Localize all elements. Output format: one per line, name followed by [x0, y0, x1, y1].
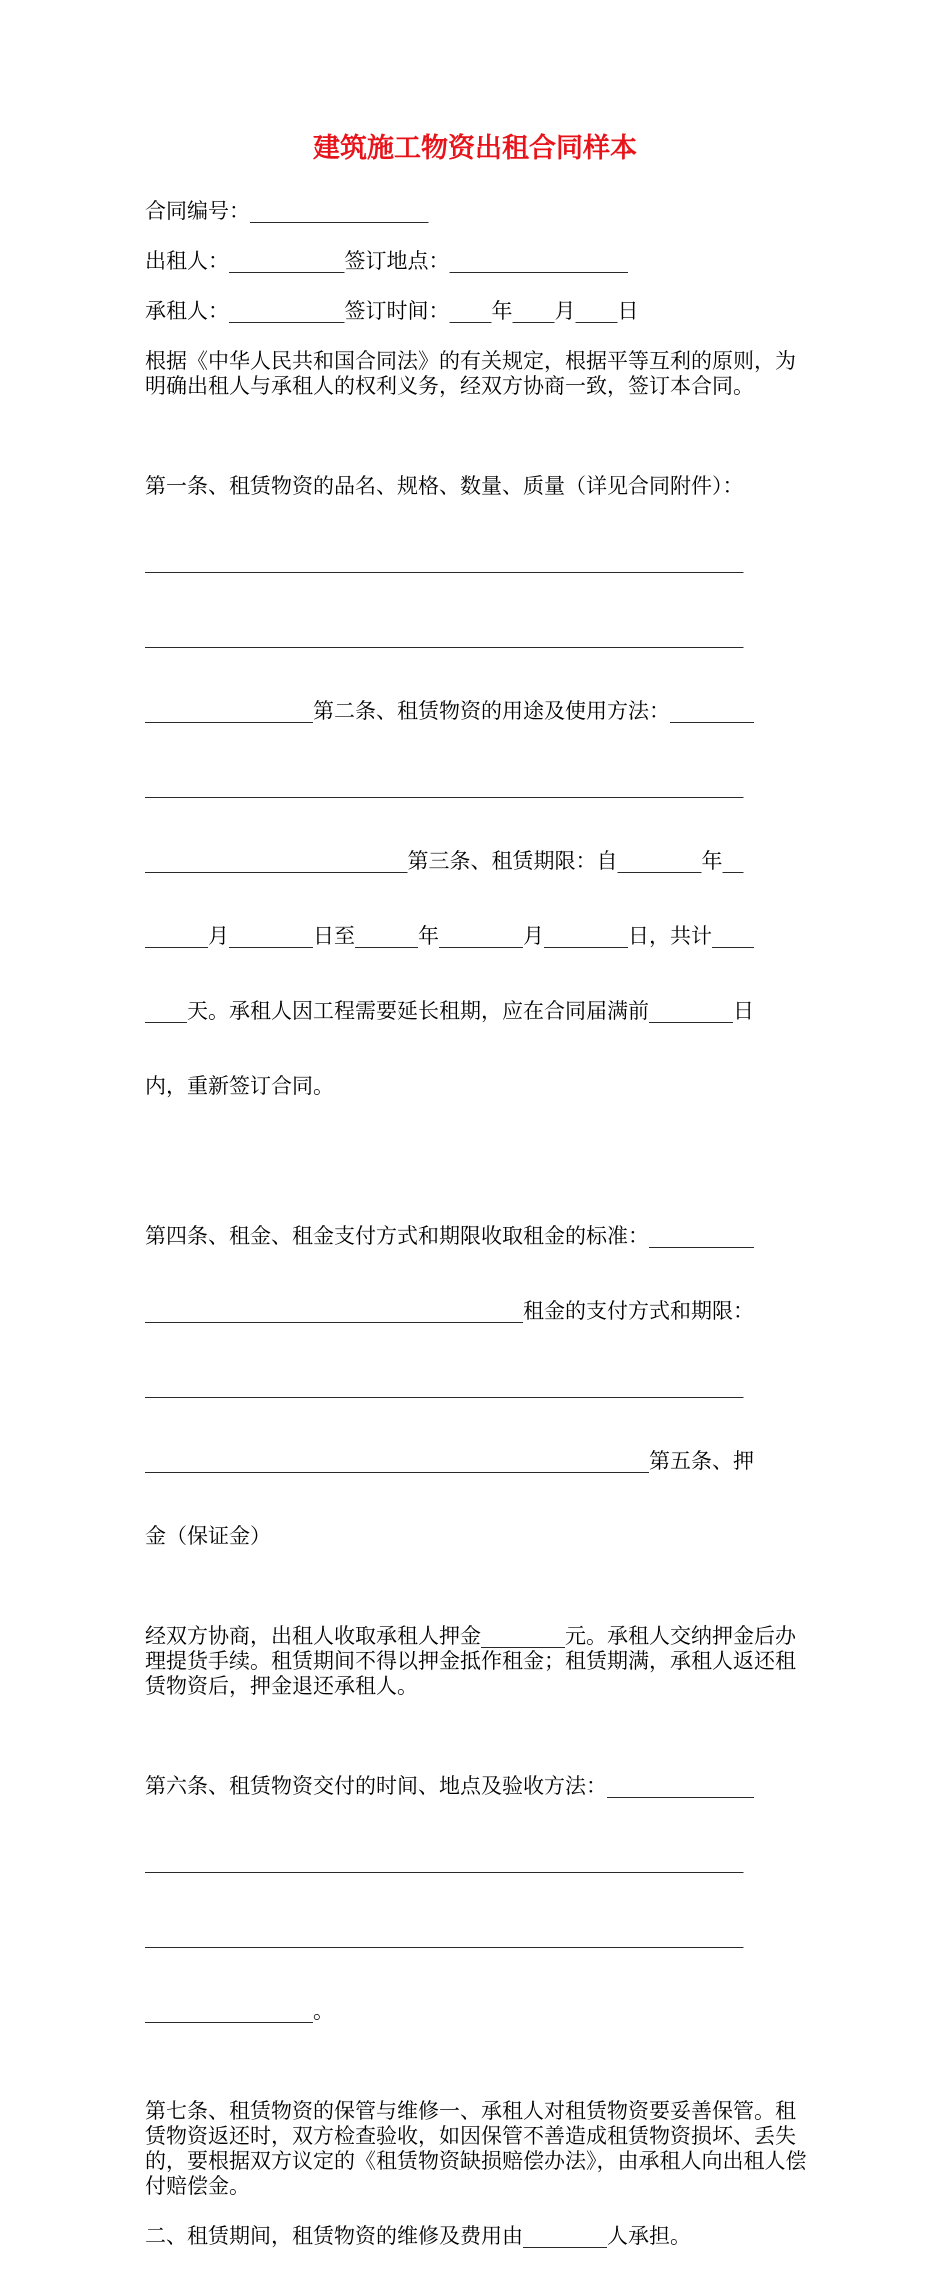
article-line: ____天。承租人因工程需要延长租期，应在合同届满前________日 — [145, 999, 754, 1023]
article-seven-item-two: 二、租赁期间，租赁物资的维修及费用由________人承担。 — [145, 2224, 691, 2248]
article-line: _________________________________________________________ — [145, 1849, 744, 1873]
articles-one-to-three — [145, 424, 807, 1149]
article-line: ____________________________________租金的支付方式和期限： — [145, 1299, 754, 1323]
article-line: 金（保证金） — [145, 1524, 271, 1548]
article-line: _________________________________________________________ — [145, 549, 744, 573]
article-line: _________________________________________________________ — [145, 624, 744, 648]
article-line: _________________________________________________________ — [145, 1374, 744, 1398]
contract-number-line: 合同编号：_________________ — [145, 199, 429, 223]
document-title: 建筑施工物资出租合同样本 — [313, 133, 637, 164]
lessee-line: 承租人：___________签订时间：____年____月____日 — [145, 299, 639, 323]
articles-four-to-five — [145, 1174, 807, 1599]
article-line: 第一条、租赁物资的品名、规格、数量、质量（详见合同附件）： — [145, 474, 744, 498]
lessor-line: 出租人：___________签订地点：_________________ — [145, 249, 628, 273]
article-line: 第六条、租赁物资交付的时间、地点及验收方法：______________ — [145, 1774, 754, 1798]
article-line: ________________________________________________第五条、押 — [145, 1449, 754, 1473]
article-line: ________________第二条、租赁物资的用途及使用方法：________ — [145, 699, 754, 723]
deposit-paragraph: 经双方协商，出租人收取承租人押金________元。承租人交纳押金后办理提货手续。租赁期间不得以押金抵作租金；租赁期满，承租人返还租赁物资后，押金退还承租人。 — [145, 1624, 796, 1698]
article-line: _________________________第三条、租赁期限：自________年__ — [145, 849, 744, 873]
document-body — [145, 199, 807, 2274]
article-six — [145, 1724, 807, 2074]
article-line: ________________。 — [145, 1999, 334, 2023]
article-line: 内，重新签订合同。 — [145, 1074, 334, 1098]
preamble-paragraph: 根据《中华人民共和国合同法》的有关规定，根据平等互利的原则，为明确出租人与承租人的权利义务，经双方协商一致，签订本合同。 — [145, 349, 796, 398]
article-line: ______月________日至______年________月________日，共计____ — [145, 924, 754, 948]
article-line: _________________________________________________________ — [145, 1924, 744, 1948]
article-line: 第四条、租金、租金支付方式和期限收取租金的标准：__________ — [145, 1224, 754, 1248]
article-seven: 第七条、租赁物资的保管与维修一、承租人对租赁物资要妥善保管。租赁物资返还时，双方检查验收，如因保管不善造成租赁物资损坏、丢失的，要根据双方议定的《租赁物资缺损赔偿办法》，由承租人向出租人偿付赔偿金。 — [145, 2099, 807, 2198]
article-line: _________________________________________________________ — [145, 774, 744, 798]
